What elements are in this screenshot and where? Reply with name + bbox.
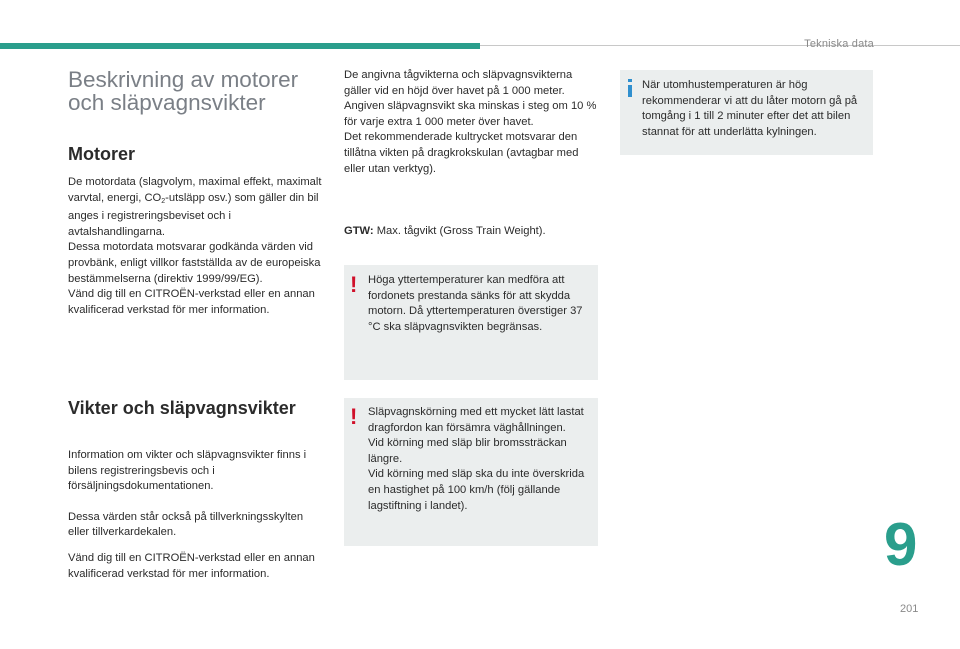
warning-trailer-paragraph-3: Vid körning med släp ska du inte överskrida en hastighet på 100 km/h (följ gällande lagstiftning i landet). [368, 468, 585, 512]
vikter-paragraph-2: Dessa värden står också på tillverkningsskylten eller tillverkardekalen. [68, 510, 304, 539]
section-title: Tekniska data [804, 38, 874, 50]
heading-vikter: Vikter och släpvagnsvikter [68, 398, 296, 418]
vikter-paragraph-3: Vänd dig till en CITROËN-verkstad eller en annan kvalificerad verkstad för mer information. [68, 551, 315, 580]
co2-subscript: 2 [161, 197, 166, 205]
info-text-cooling: När utomhustemperaturen är hög rekommenderar vi att du låter motorn gå på tomgång i 1 till 2 minuter efter det att bilen stannat för att underlätta kylningen. [642, 79, 858, 138]
motorer-paragraph-3: Vänd dig till en CITROËN-verkstad eller en annan kvalificerad verkstad för mer information. [68, 288, 315, 316]
vikter-paragraph-1: Information om vikter och släpvagnsvikter finns i bilens registreringsbevis och i försäljningsdokumentationen. [68, 449, 307, 493]
warning-trailer-paragraph-2: Vid körning med släp blir bromssträckan längre. [368, 437, 567, 465]
header-rule [480, 45, 960, 46]
exclamation-warning-icon: ! [350, 272, 358, 297]
motorer-paragraph-2: Dessa motordata motsvarar godkända värden vid provbänk, enligt villkor fastställda av de europeiska bestämmelserna (direktiv 1999/99/EG). [68, 241, 321, 285]
warning-trailer-paragraph-1: Släpvagnskörning med ett mycket lätt lastat dragfordon kan försämra väghållningen. [368, 406, 584, 434]
page-number: 201 [900, 603, 919, 615]
motorer-p1-text-cont: -utsläpp osv.) som gäller din bil anges i registreringsbeviset och i avtalshandlingarna. [68, 191, 319, 238]
motorer-p1-text: De motordata (slagvolym, maximal effekt, maximalt varvtal, energi, CO [68, 176, 322, 204]
gtw-text: Max. tågvikt (Gross Train Weight). [373, 225, 546, 237]
gtw-line [344, 224, 600, 240]
vikter-body [68, 448, 326, 582]
exclamation-warning-icon: ! [350, 404, 358, 429]
motorer-paragraph-1 [68, 175, 326, 240]
page-title: Beskrivning av motorer och släpvagnsvikter [68, 67, 299, 115]
middle-body [344, 68, 600, 177]
gtw-label: GTW: [344, 225, 374, 237]
middle-paragraph-2: Det rekommenderade kultrycket motsvarar den tillåtna vikten på dragkrokskulan (avtagbar med eller utan verktyg). [344, 131, 579, 175]
header-accent-bar [0, 43, 480, 49]
warning-text-temperature: Höga yttertemperaturer kan medföra att fordonets prestanda sänks för att skydda motorn. Då yttertemperaturen överstiger 37 °C ska släpvagnsvikten begränsas. [368, 274, 583, 333]
motorer-body [68, 175, 326, 318]
warning-text-trailer [368, 405, 592, 514]
heading-motorer: Motorer [68, 144, 135, 164]
middle-paragraph-1: De angivna tågvikterna och släpvagnsvikterna gäller vid en höjd över havet på 1 000 meter. Angiven släpvagnsvikt ska minskas i steg om 10 % för varje extra 1 000 meter över havet. [344, 69, 597, 128]
chapter-number: 9 [884, 511, 918, 578]
